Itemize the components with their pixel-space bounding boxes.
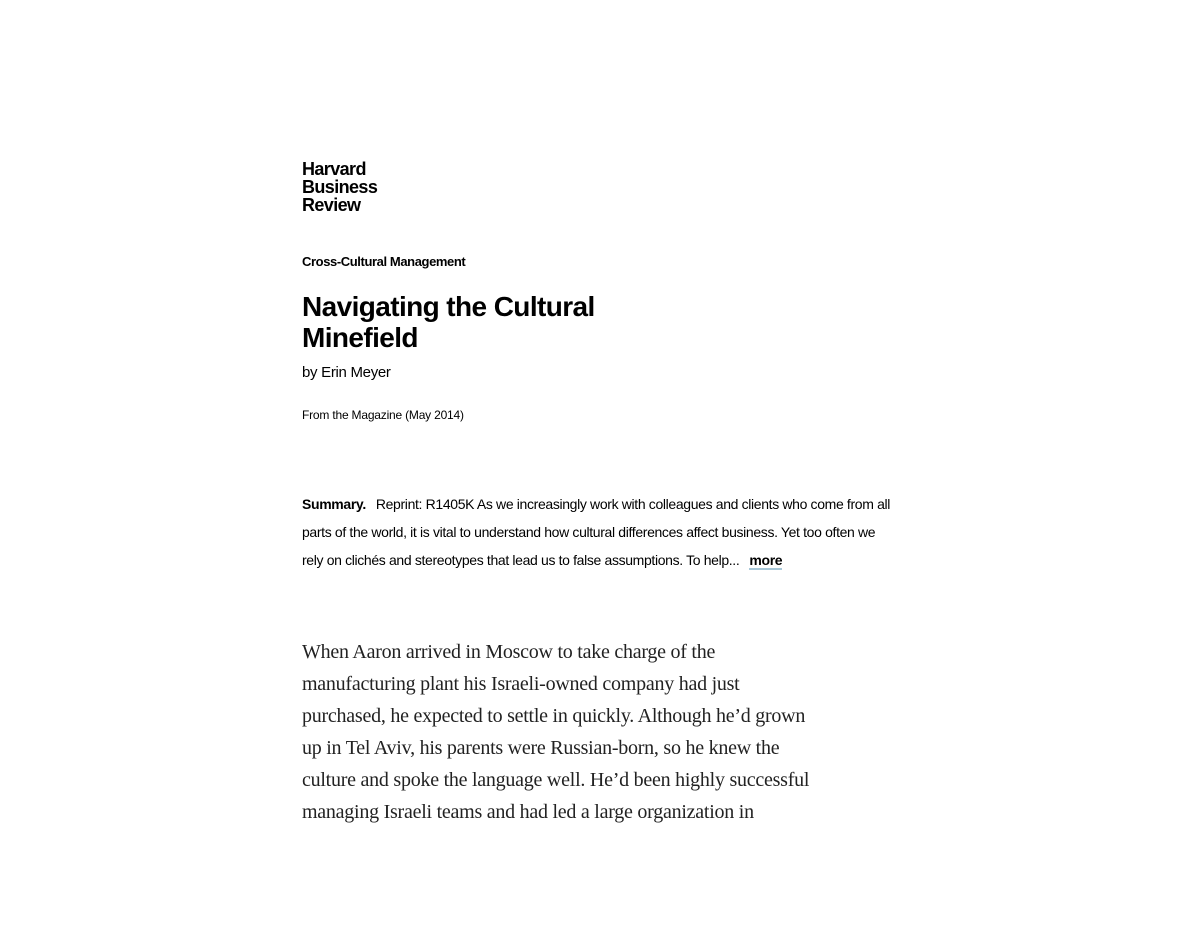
article-body xyxy=(302,636,902,828)
author-byline: by Erin Meyer xyxy=(302,364,391,381)
publication-info: From the Magazine (May 2014) xyxy=(302,408,464,422)
body-line: managing Israeli teams and had led a large organization in xyxy=(302,801,754,823)
hbr-logo[interactable] xyxy=(302,160,377,214)
body-line: culture and spoke the language well. He’d been highly successful xyxy=(302,769,810,791)
logo-line-3: Review xyxy=(302,195,361,215)
logo-line-1: Harvard xyxy=(302,159,366,179)
title-line-2: Minefield xyxy=(302,322,418,353)
body-line: purchased, he expected to settle in quickly. Although he’d grown xyxy=(302,705,806,727)
article-title xyxy=(302,291,662,353)
body-line: up in Tel Aviv, his parents were Russian-born, so he knew the xyxy=(302,737,780,759)
summary-text: Reprint: R1405K As we increasingly work with colleagues and clients who come from all parts of the world, it is vital to understand how cultural differences affect business. Yet too often we rely on clichés and stereotypes that lead us to false assumptions. To help... xyxy=(302,496,891,568)
title-line-1: Navigating the Cultural xyxy=(302,291,595,322)
topic-link[interactable]: Cross-Cultural Management xyxy=(302,254,466,269)
body-line: When Aaron arrived in Moscow to take charge of the xyxy=(302,641,716,663)
logo-line-2: Business xyxy=(302,177,378,197)
body-line: manufacturing plant his Israeli-owned company had just xyxy=(302,673,740,695)
summary-label: Summary. xyxy=(302,496,366,512)
article-summary xyxy=(302,490,892,574)
more-button[interactable]: more xyxy=(749,552,783,568)
